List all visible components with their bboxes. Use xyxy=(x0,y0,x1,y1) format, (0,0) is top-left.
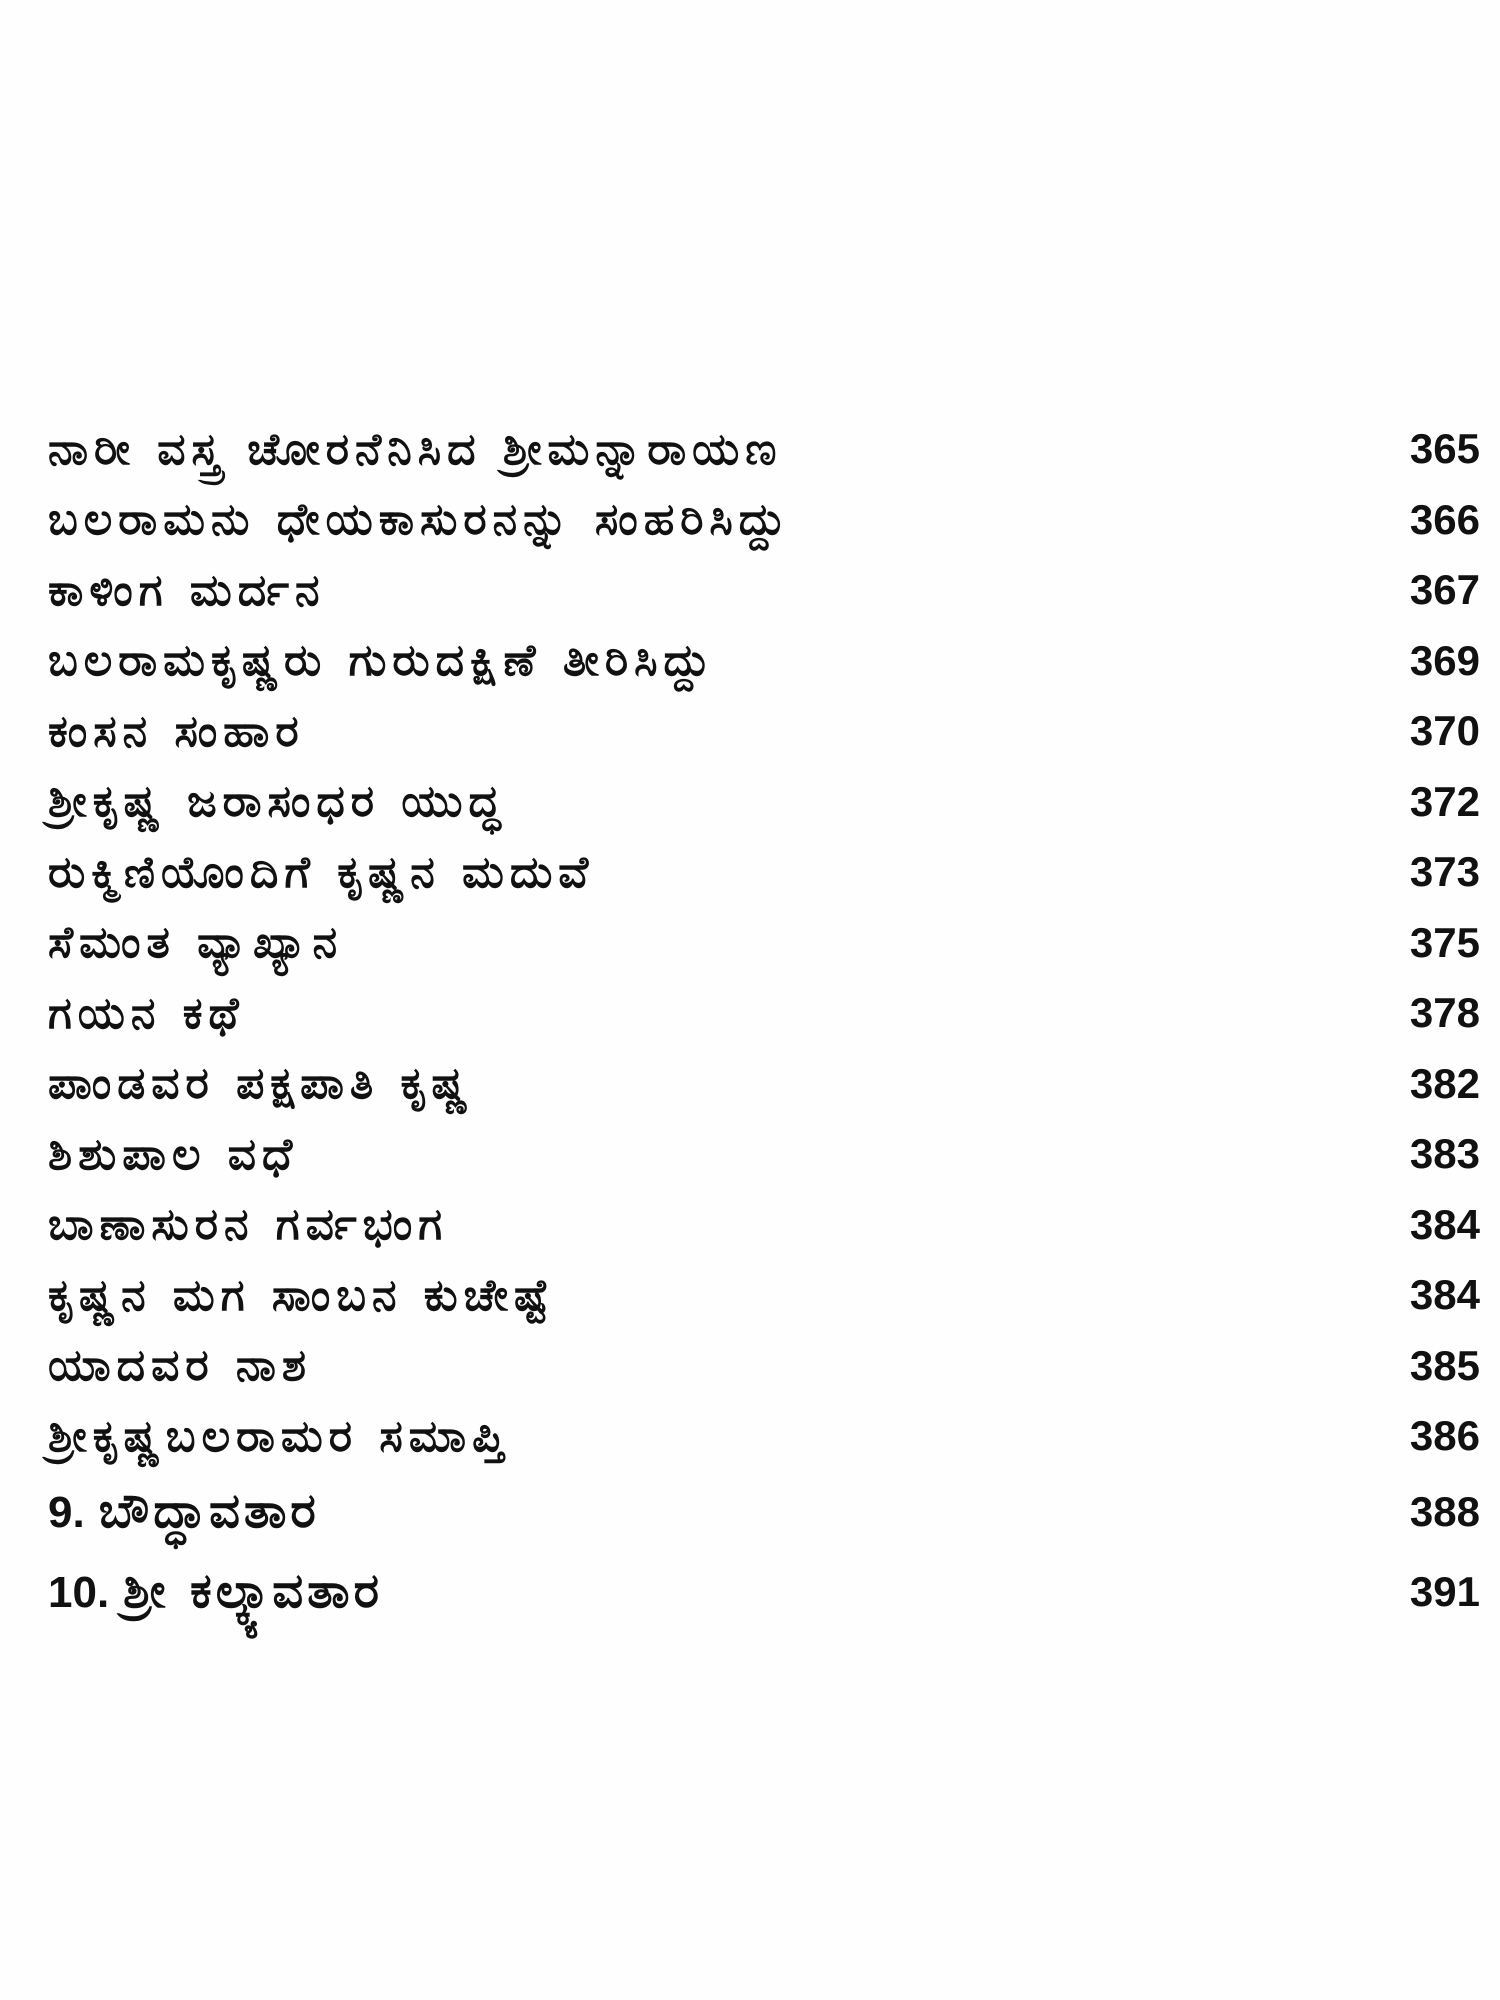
toc-entry-page: 386 xyxy=(1409,1412,1480,1460)
toc-entry-title: ಬಾಣಾಸುರನ ಗರ್ವಭಂಗ xyxy=(48,1199,448,1251)
toc-entry-title: ರುಕ್ಮಿಣಿಯೊಂದಿಗೆ ಕೃಷ್ಣನ ಮದುವೆ xyxy=(48,846,595,898)
toc-section-page: 388 xyxy=(1409,1487,1480,1535)
toc-entry-page: 370 xyxy=(1409,707,1480,755)
toc-entry-title: ಶ್ರೀಕೃಷ್ಣಬಲರಾಮರ ಸಮಾಪ್ತಿ xyxy=(48,1410,511,1462)
toc-entry xyxy=(48,696,1480,767)
toc-entry-page: 372 xyxy=(1409,777,1480,825)
toc-entry-title: ಸೆಮಂತ ವ್ಯಾಖ್ಯಾನ xyxy=(48,917,344,969)
toc-entry-title: ಶಿಶುಪಾಲ ವಧೆ xyxy=(48,1128,299,1180)
toc-section-page: 391 xyxy=(1409,1567,1480,1615)
toc-section-title xyxy=(48,1483,320,1540)
toc-entry-page: 382 xyxy=(1409,1059,1480,1107)
toc-entry-page: 369 xyxy=(1409,636,1480,684)
toc-entry xyxy=(48,1331,1480,1402)
toc-entry-title: ಬಲರಾಮಕೃಷ್ಣರು ಗುರುದಕ್ಷಿಣೆ ತೀರಿಸಿದ್ದು xyxy=(48,635,716,687)
toc-entry-title: ನಾರೀ ವಸ್ತ್ರ ಚೋರನೆನಿಸಿದ ಶ್ರೀಮನ್ನಾರಾಯಣ xyxy=(48,423,783,475)
toc-entry-title: ಯಾದವರ ನಾಶ xyxy=(48,1340,313,1392)
toc-entry xyxy=(48,555,1480,626)
toc-entry-title: ಕಂಸನ ಸಂಹಾರ xyxy=(48,705,305,757)
toc-entry xyxy=(48,978,1480,1049)
toc-entry-page: 378 xyxy=(1409,989,1480,1037)
toc-entry-page: 384 xyxy=(1409,1271,1480,1319)
toc-entry-title: ಬಲರಾಮನು ಧೇಯಕಾಸುರನನ್ನು ಸಂಹರಿಸಿದ್ದು xyxy=(48,494,792,546)
toc-entry-page: 365 xyxy=(1409,425,1480,473)
toc-section-name: ಬೌದ್ಧಾವತಾರ xyxy=(98,1483,320,1539)
toc-entry-title: ಕೃಷ್ಣನ ಮಗ ಸಾಂಬನ ಕುಚೇಷ್ಟೆ xyxy=(48,1269,555,1321)
toc-entry xyxy=(48,1119,1480,1190)
toc-entry xyxy=(48,414,1480,485)
toc-entry xyxy=(48,1260,1480,1331)
toc-entry-page: 375 xyxy=(1409,918,1480,966)
toc-entry-title: ಪಾಂಡವರ ಪಕ್ಷಪಾತಿ ಕೃಷ್ಣ xyxy=(48,1058,474,1110)
toc-entry-page: 373 xyxy=(1409,848,1480,896)
toc-section-entry xyxy=(48,1472,1480,1552)
toc-section-number: 10. xyxy=(48,1568,110,1617)
toc-entry-page: 383 xyxy=(1409,1130,1480,1178)
toc-section-title xyxy=(48,1563,383,1620)
toc-entry-title: ಶ್ರೀಕೃಷ್ಣ ಜರಾಸಂಧರ ಯುದ್ಧ xyxy=(48,776,507,828)
toc-entry xyxy=(48,837,1480,908)
toc-entry xyxy=(48,626,1480,697)
toc-section-entry xyxy=(48,1552,1480,1632)
table-of-contents xyxy=(48,414,1480,1632)
toc-entry-page: 366 xyxy=(1409,495,1480,543)
toc-section-name: ಶ್ರೀ ಕಲ್ಕ್ಯಾವತಾರ xyxy=(123,1563,384,1619)
toc-section-number: 9. xyxy=(48,1488,85,1537)
toc-entry-page: 367 xyxy=(1409,566,1480,614)
toc-entry xyxy=(48,767,1480,838)
toc-entry xyxy=(48,1049,1480,1120)
toc-entry xyxy=(48,908,1480,979)
toc-entry-title: ಗಯನ ಕಥೆ xyxy=(48,987,245,1039)
toc-entry xyxy=(48,485,1480,556)
toc-entry xyxy=(48,1401,1480,1472)
toc-entry xyxy=(48,1190,1480,1261)
toc-entry-title: ಕಾಳಿಂಗ ಮರ್ದನ xyxy=(48,564,326,616)
toc-entry-page: 384 xyxy=(1409,1200,1480,1248)
toc-entry-page: 385 xyxy=(1409,1341,1480,1389)
